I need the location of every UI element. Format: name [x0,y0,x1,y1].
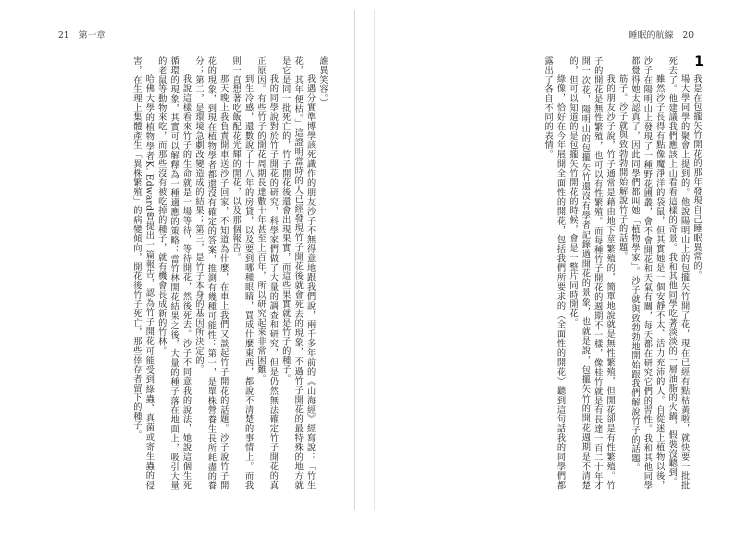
chapter-number: 1 [694,54,704,70]
right-page-header: 睡眠的航線 20 [628,31,694,41]
left-paragraph: 我的同學說對於竹子開花的研究，科學家們做了大量的調查和研究，但是仍然無法確定竹子開花的真正原因。有些竹子的開花周期長達數十年甚至上百年，所以研究起來非常困難。 [254,56,279,490]
left-paragraph: 我說這樣看來竹子的生命就是一場等待，等待開花，然後死去。沙子不同意我的說法，她說這個生死循環的現象，其實可以解釋為一種適應的策略：當竹林開花結果之後，大量的種子落在地面上，吸引大量的老鼠等動物來吃，而那些沒有被吃掉的種子，就有機會長成新的竹林。 [155,56,192,490]
book-spine [374,10,375,510]
left-paragraph: 那天晚上我負責開車送沙子回家，不知道為什麼，在車上我們又談起竹子開花的話題。沙子說竹子開花的現象，到現在植物學者都還沒有確定的答案，推測有幾種可能性：第一，是單株營養生長所耗盡的養分；第二，是環境急劇改變造成的結果；第三，是竹子本身的基因所決定的。 [192,56,229,490]
left-page-header: 21 第一章 [58,31,106,41]
left-paragraph: 到生冷感，還數說了十八年的房貸，以及要到哪種眼睛，買成什麼東西，都說不清楚的事情上。而我則一直想著吃飯配花光輝的開花，以及那個報告。 [230,56,254,490]
right-paragraph: 雖然沙子長得有點像魔淨洋的袋鼠，但其實她是一個安靜不太、活力充沛的人。自從迷上植物以後，沙子在陽明山上發現了一種野花圃叢，會不會開花和天氣有關，每天都在研究它們的習性。我和其他同學都覺得她太認真了，因此同學們都叫她「植物學家」。沙子就與致勃勃地開始跟我們解說竹子的話題。 [628,56,665,490]
left-paragraph: 哈佛大學的植物學者K. Edward曾提出一篇報告，認為竹子開花可能受到綠蟲、真菌或寄生蟲的侵害，在生理上集體產生「異株繁殖」的病變傾向，開花後竹子死亡，那些倖存者留下的種子。 [130,56,155,490]
right-paragraph: 場大學同學的聚會上提到的。他說陽明山上的包攏矢竹開了花，現在已經有點枯黃啦，就快要一批批死去了。他建議我們應該上山看看這樣的奇景。我和其他同學吃著淡淡的一層油脂的火鍋，假裝沒聽到。 [666,56,690,490]
left-page [28,10,355,510]
left-page-body [62,56,328,490]
left-paragraph: 我遇分實準博學該死識作的朋友沙子不無得意地跟我們說，兩千多年前的《山海經》經寫說：「竹生花，其年便枯。」這證明當時的人已經發現竹子開花後就會死去的現象，不過竹子開花的最特殊的地方就是它是同一批死亡的，竹子開花後還會出現果實，而這些果實就是竹子的種子。 [279,56,316,490]
right-paragraph: 我是在包攏矢竹開花的那年發現自己睡眠異常的。 [691,74,702,281]
left-paragraph: 誰異笑容。） [317,56,328,108]
right-paragraph: 綠像，恰好在今年展開全面性的開花，包括我們所要求的（全面性的開花）聽到這句話我的同學們都露出了各自不同的表情。 [542,56,566,490]
right-paragraph: 我的朋友沙子說，竹子通常是藉由地下莖繁殖的，簡單地說就是無性繁殖，但開花卻是有性繁殖。竹子的開花是無性繁殖，也可以有性繁殖。而每種竹子開花的週期不一樣，像桂竹就是有長達一百二十年才開一次花，陽明山的包攏矢竹還沒有學者記錄過開花的景象，也就是說，包攏矢竹的開花週期是不清楚的，但可以知道的是包攏矢竹開花的時候，會是一整片同時開花。 [566,56,616,490]
right-page-body [406,56,702,490]
right-page [388,10,728,510]
right-paragraph: 筋子。沙子就與致勃勃開始解說竹子的話題。 [616,74,628,262]
